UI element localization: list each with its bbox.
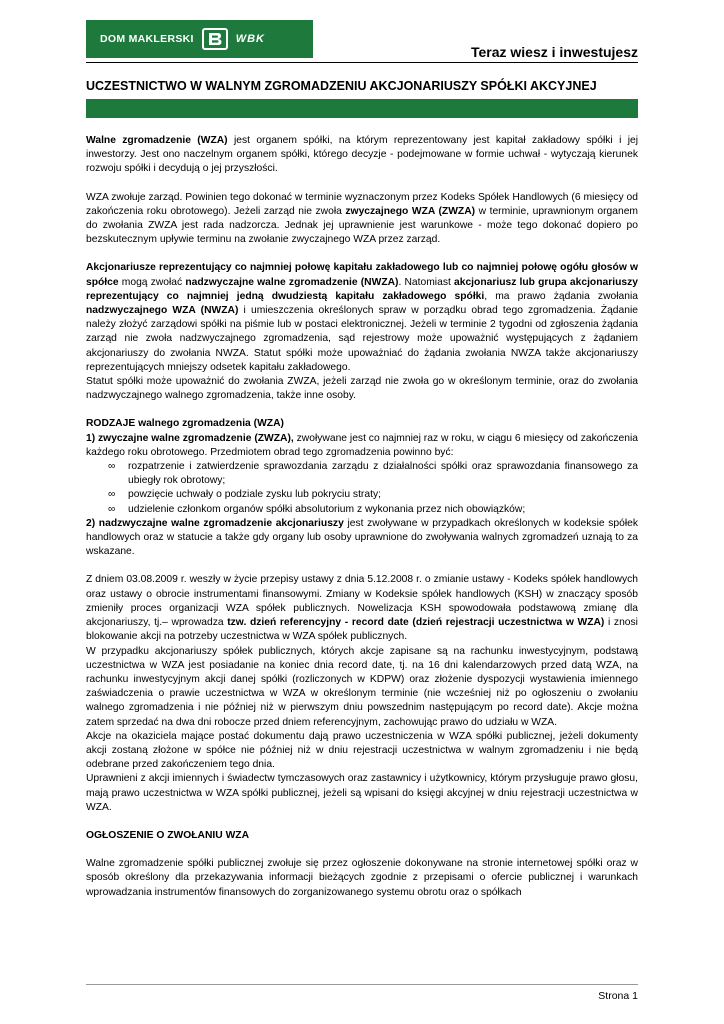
document-body	[86, 134, 638, 900]
document-title: UCZESTNICTWO W WALNYM ZGROMADZENIU AKCJONARIUSZY SPÓŁKI AKCYJNEJ	[86, 79, 597, 93]
paragraph-public-companies: W przypadku akcjonariuszy spółek publicznych, których akcje zapisane są na rachunku inwestycyjnym, podstawą uczestnictwa w WZA jest posiadanie na koniec dnia record date, tj. na 16 dni kalendarzowych przed datą WZA, na rachunku inwestycyjnym akcji danej spółki (rozliczonych w KDPW) oraz złożenie dyspozycji wystawienia imiennego zaświadczenia o prawie uczestnictwa w WZA w określonym terminie (nie wcześniej niż po ogłoszeniu o zwołaniu walnego zgromadzenia i nie później niż w pierwszym dniu powszednim następującym po record date). Akcje można zatem sprzedać na dwa dni robocze przed dniem referencyjnym, zachowując prawo do udziału w WZA.	[86, 645, 638, 728]
paragraph-convening	[86, 191, 638, 248]
bold-text: 2) nadzwyczajne walne zgromadzenie akcjonariuszy	[86, 517, 344, 529]
text: i znosi blokowanie akcji na potrzeby uczestnictwa w WZA spółek publicznych.	[86, 617, 638, 643]
infinity-bullet-icon: ∞	[108, 461, 116, 473]
bold-text: Akcjonariusze reprezentujący co najmniej połowę kapitału zakładowego lub co najmniej połowę ogółu głosów w spółce	[86, 262, 638, 288]
list-item-text: udzielenie członkom organów spółki absolutorium z wykonania przez nich obowiązków;	[128, 503, 526, 515]
paragraph-wza-definition	[86, 134, 638, 177]
heading-text: RODZAJE walnego zgromadzenia (WZA)	[86, 418, 284, 430]
bold-text: Walne zgromadzenie (WZA)	[86, 135, 228, 146]
bold-text: akcjonariusz lub grupa akcjonariuszy reprezentujący co najmniej jedną dwudziestą kapitału zakładowego spółki	[86, 276, 638, 302]
infinity-bullet-icon: ∞	[108, 489, 116, 501]
bold-text: nadzwyczajnego WZA (NWZA)	[86, 305, 239, 317]
bold-text: nadzwyczajne walne zgromadzenie (NWZA)	[185, 276, 399, 288]
text: , ma prawo żądania zwołania	[484, 290, 638, 302]
paragraph-bearer-shares: Akcje na okaziciela mające postać dokumentu dają prawo uczestniczenia w WZA spółki publicznej, jeżeli dokumenty akcji zostaną złożone w spółce nie później niż w dniu rejestracji uczestnictwa w walnym zgromadzeniu i nie będą odebrane przed zakończeniem tego dnia.	[86, 730, 638, 771]
logo-text: DOM MAKLERSKI	[100, 33, 194, 45]
section-heading-rodzaje	[86, 417, 638, 431]
brokerage-logo	[86, 20, 313, 58]
list-item	[86, 488, 638, 502]
paragraph-record-date	[86, 573, 638, 644]
logo-name: WBK	[235, 33, 266, 45]
text: i umieszczenia określonych spraw w porządku obrad tego zgromadzenia. Żądanie należy złożyć zarządowi spółki na piśmie lub w postaci elektronicznej. Jeżeli w terminie 2 tygodni od zgłoszenia żądania zarząd nie zwoła nadzwyczajnego zgromadzenia, sąd rejestrowy może upoważnić występujących z żądaniem akcjonariuszy do zwołania NWZA. Statut spółki może upoważniać do żądania zwołania NWZA także akcjonariuszy reprezentujących mniejszy odsetek kapitału zakładowego.	[86, 305, 638, 373]
heading-text: OGŁOSZENIE O ZWOŁANIU WZA	[86, 829, 250, 841]
text: jest organem spółki, na którym reprezentowany jest kapitał zakładowy spółki i jej inwestorzy. Jest ono naczelnym organem spółki, którego decyzje - podejmowane w formie uchwał - wytyczają kierunek rozwoju spółki i decydują o jej przyszłości.	[86, 135, 639, 175]
text: WZA zwołuje zarząd. Powinien tego dokonać w terminie wyznaczonym przez Kodeks Spółek Handlowych (6 miesięcy od zakończenia roku obrotowego). Jeżeli zarząd nie zwoła	[86, 191, 638, 217]
bold-text: 1) zwyczajne walne zgromadzenie (ZWZA),	[86, 432, 294, 444]
tagline: Teraz wiesz i inwestujesz	[470, 44, 638, 60]
bold-text: tzw. dzień referencyjny - record date (dzień rejestracji uczestnictwa w WZA)	[227, 617, 605, 629]
list-item-text: rozpatrzenie i zatwierdzenie sprawozdania zarządu z działalności spółki oraz sprawozdania finansowego za ubiegły rok obrotowy;	[128, 461, 638, 487]
zwza-agenda-list	[86, 460, 638, 517]
paragraph-nwza	[86, 517, 638, 560]
title-banner-bar	[86, 99, 638, 118]
paragraph-announcement: Walne zgromadzenie spółki publicznej zwołuje się przez ogłoszenie dokonywane na stronie internetowej spółki oraz w sposób określony dla przekazywania informacji bieżących zgodnie z przepisami o ofercie publicznej i warunkach wprowadzania instrumentów finansowych do zorganizowanego systemu obrotu oraz o spółkach	[86, 858, 638, 898]
paragraph-statute: Statut spółki może upoważnić do zwołania ZWZA, jeżeli zarząd nie zwoła go w określonym terminie, oraz do zwołania nadzwyczajnego walnego zgromadzenia, także inne osoby.	[86, 376, 638, 402]
list-item	[86, 460, 638, 488]
bold-text: zwyczajnego WZA (ZWZA)	[345, 205, 476, 217]
list-item-text: powzięcie uchwały o podziale zysku lub pokryciu straty;	[128, 489, 381, 501]
header-divider	[86, 62, 638, 63]
paragraph-shareholders	[86, 261, 638, 375]
text: mogą zwołać	[118, 276, 186, 288]
text: zwoływane jest co najmniej raz w roku, w ciągu 6 miesięcy od zakończenia każdego roku obrotowego. Przedmiotem obrad tego zgromadzenia powinno być:	[86, 432, 638, 458]
page-number: Strona 1	[598, 990, 638, 1002]
paragraph-zwza	[86, 432, 638, 460]
list-item	[86, 503, 638, 517]
text: w terminie, uprawnionym organem do zwołania ZWZA jest rada nadzorcza. Jednak jej uprawnienie jest warunkowe - może tego dokonać dopiero po bezskutecznym upływie terminu na zwołanie zwyczajnego WZA przez zarząd.	[86, 205, 639, 246]
logo-mark-icon	[202, 28, 228, 50]
footer-divider	[86, 984, 638, 985]
text: Z dniem 03.08.2009 r. weszły w życie przepisy ustawy z dnia 5.12.2008 r. o zmianie ustawy - Kodeks spółek handlowych oraz ustawy o obrocie instrumentami finansowymi. Zmiany w Kodeksie spółek handlowych (KSH) w znaczący sposób zmieniły proces organizacji WZA spółek publicznych. Nowelizacja KSH spowodowała podstawową zmianę dla akcjonariuszy, tj.– wprowadza	[86, 574, 638, 629]
text: . Natomiast	[398, 276, 454, 288]
text: jest zwoływane w przypadkach określonych w kodeksie spółek handlowych oraz w statucie a także gdy organy lub osoby uprawnione do zwoływania walnych zgromadzeń uznają to za wskazane.	[86, 517, 638, 558]
section-heading-ogloszenie	[86, 829, 638, 843]
infinity-bullet-icon: ∞	[108, 503, 116, 515]
paragraph-registered-shares: Uprawnieni z akcji imiennych i świadectw tymczasowych oraz zastawnicy i użytkownicy, którym przysługuje prawo głosu, mają prawo uczestnictwa w WZA spółki publicznej, jeżeli są wpisani do księgi akcyjnej w dniu rejestracji uczestnictwa w WZA.	[86, 773, 638, 813]
